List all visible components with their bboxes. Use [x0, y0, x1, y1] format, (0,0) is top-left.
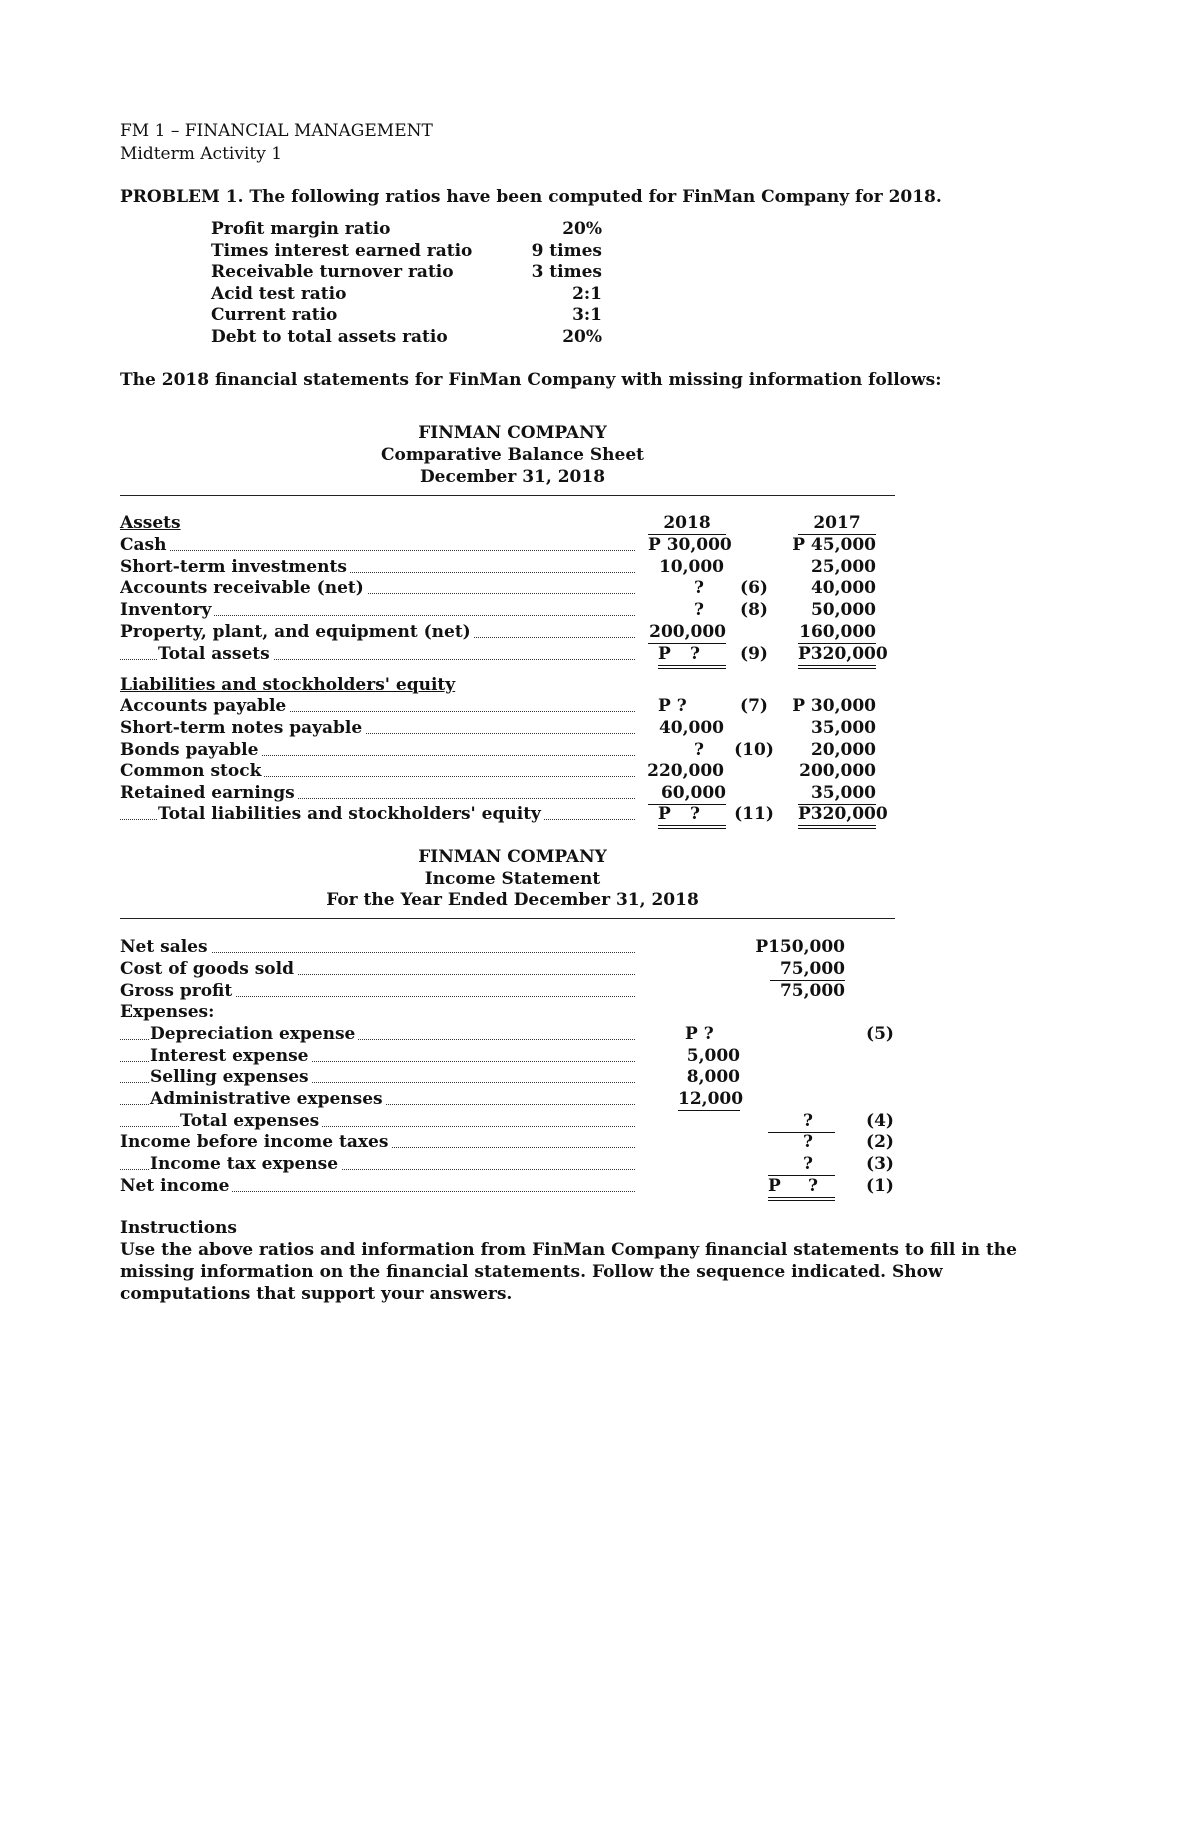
- table-row-label: Selling expenses: [120, 1066, 635, 1088]
- ratio-label: Current ratio: [211, 305, 338, 325]
- table-row-label: Total expenses: [120, 1110, 635, 1132]
- ratio-value: 20%: [562, 327, 602, 347]
- tax-expense-value: ?: [768, 1153, 835, 1176]
- col-2017-header: 2017: [798, 512, 876, 534]
- table-row-label: Cash: [120, 534, 635, 556]
- value-2018: 220,000: [647, 761, 724, 781]
- expense-value: 5,000: [686, 1046, 740, 1066]
- ratio-label: Profit margin ratio: [211, 219, 391, 239]
- instructions-heading: Instructions: [120, 1218, 237, 1238]
- table-row-label: Gross profit: [120, 980, 635, 1002]
- bs-title: Comparative Balance Sheet: [380, 445, 645, 465]
- col-2018-header: 2018: [648, 512, 726, 534]
- ratio-label: Acid test ratio: [211, 284, 347, 304]
- sequence-note: (3): [866, 1154, 894, 1174]
- table-row-label: Short-term notes payable: [120, 717, 635, 739]
- value-2018: 200,000: [649, 622, 726, 642]
- problem-intro: PROBLEM 1. The following ratios have been computed for FinMan Company for 2018.: [120, 187, 942, 207]
- table-row-label: Income tax expense: [120, 1153, 635, 1175]
- sequence-note: (6): [740, 578, 768, 598]
- course-title: FM 1 – FINANCIAL MANAGEMENT: [120, 121, 433, 141]
- cogs-value: 75,000: [770, 958, 845, 981]
- table-row-label: Common stock: [120, 760, 635, 782]
- ratio-value: 3 times: [531, 262, 602, 282]
- assets-heading: Assets: [120, 513, 181, 533]
- is-company: FINMAN COMPANY: [418, 847, 607, 867]
- is-divider: [120, 918, 895, 919]
- total-assets-2018: P ?: [658, 643, 726, 669]
- liabilities-heading: Liabilities and stockholders' equity: [120, 675, 456, 695]
- ratio-label: Times interest earned ratio: [211, 241, 473, 261]
- value-2018: ?: [694, 740, 704, 760]
- sequence-note: (8): [740, 600, 768, 620]
- is-title: Income Statement: [424, 869, 601, 889]
- table-row-label: Income before income taxes: [120, 1131, 635, 1153]
- table-row-label: Inventory: [120, 599, 635, 621]
- sequence-note: (5): [866, 1024, 894, 1044]
- instructions-text: computations that support your answers.: [120, 1284, 513, 1304]
- gross-profit-value: 75,000: [779, 981, 845, 1001]
- table-row-label: Interest expense: [120, 1045, 635, 1067]
- ratio-value: 2:1: [572, 284, 602, 304]
- value-2017: 35,000: [798, 782, 876, 805]
- expense-value: P ?: [685, 1024, 714, 1044]
- expense-value: 12,000: [678, 1089, 744, 1109]
- table-row-label: Net income: [120, 1175, 635, 1197]
- sequence-note: (4): [866, 1111, 894, 1131]
- net-sales-value: P150,000: [755, 937, 845, 957]
- sequence-note: (1): [866, 1176, 894, 1196]
- table-row-label: Net sales: [120, 936, 635, 958]
- table-row-label: Depreciation expense: [120, 1023, 635, 1045]
- total-assets-2017: P320,000: [798, 643, 876, 669]
- bs-date: December 31, 2018: [419, 467, 606, 487]
- value-2017: 50,000: [810, 600, 876, 620]
- total-assets-label: Total assets: [120, 643, 635, 665]
- value-2017: P 45,000: [792, 535, 876, 555]
- table-row-label: Property, plant, and equipment (net): [120, 621, 635, 643]
- table-row-label: Accounts payable: [120, 695, 635, 717]
- net-income-value: P ?: [768, 1175, 835, 1201]
- value-2017: 35,000: [810, 718, 876, 738]
- value-2018: 10,000: [658, 557, 724, 577]
- value-2017: 160,000: [799, 622, 876, 642]
- activity-title: Midterm Activity 1: [120, 144, 283, 164]
- value-2018: ?: [694, 600, 704, 620]
- total-liabilities-2018: P ?: [658, 803, 726, 829]
- ratio-value: 20%: [562, 219, 602, 239]
- value-2018: 40,000: [658, 718, 724, 738]
- total-liabilities-2017: P320,000: [798, 803, 876, 829]
- sequence-note: (9): [740, 644, 768, 664]
- value-2018: P 30,000: [648, 535, 732, 555]
- sequence-note: (2): [866, 1132, 894, 1152]
- bs-company: FINMAN COMPANY: [418, 423, 607, 443]
- expense-value: 8,000: [686, 1067, 740, 1087]
- income-before-tax-value: ?: [803, 1132, 813, 1152]
- value-2017: P 30,000: [792, 696, 876, 716]
- value-2018: 60,000: [648, 782, 726, 805]
- value-2018: P ?: [658, 696, 687, 716]
- instructions-text: missing information on the financial statements. Follow the sequence indicated. Show: [120, 1262, 943, 1282]
- expenses-heading: Expenses:: [120, 1002, 215, 1022]
- sequence-note: (11): [734, 804, 774, 824]
- bs-divider: [120, 495, 895, 496]
- table-row-label: Accounts receivable (net): [120, 577, 635, 599]
- total-liabilities-label: Total liabilities and stockholders' equity: [120, 803, 635, 825]
- total-expenses-value: ?: [768, 1110, 835, 1133]
- table-row-label: Cost of goods sold: [120, 958, 635, 980]
- table-row-label: Administrative expenses: [120, 1088, 635, 1110]
- sequence-note: (7): [740, 696, 768, 716]
- is-period: For the Year Ended December 31, 2018: [326, 890, 699, 910]
- sequence-note: (10): [734, 740, 774, 760]
- table-row-label: Short-term investments: [120, 556, 635, 578]
- value-2017: 200,000: [799, 761, 876, 781]
- ratio-value: 3:1: [572, 305, 602, 325]
- statements-intro: The 2018 financial statements for FinMan Company with missing information follows:: [120, 370, 942, 390]
- ratio-value: 9 times: [531, 241, 602, 261]
- value-2017: 40,000: [810, 578, 876, 598]
- value-2017: 20,000: [810, 740, 876, 760]
- ratio-label: Receivable turnover ratio: [211, 262, 454, 282]
- value-2018: ?: [694, 578, 704, 598]
- ratio-label: Debt to total assets ratio: [211, 327, 448, 347]
- instructions-text: Use the above ratios and information from FinMan Company financial statements to fill in the: [120, 1240, 1017, 1260]
- table-row-label: Retained earnings: [120, 782, 635, 804]
- table-row-label: Bonds payable: [120, 739, 635, 761]
- value-2017: 25,000: [810, 557, 876, 577]
